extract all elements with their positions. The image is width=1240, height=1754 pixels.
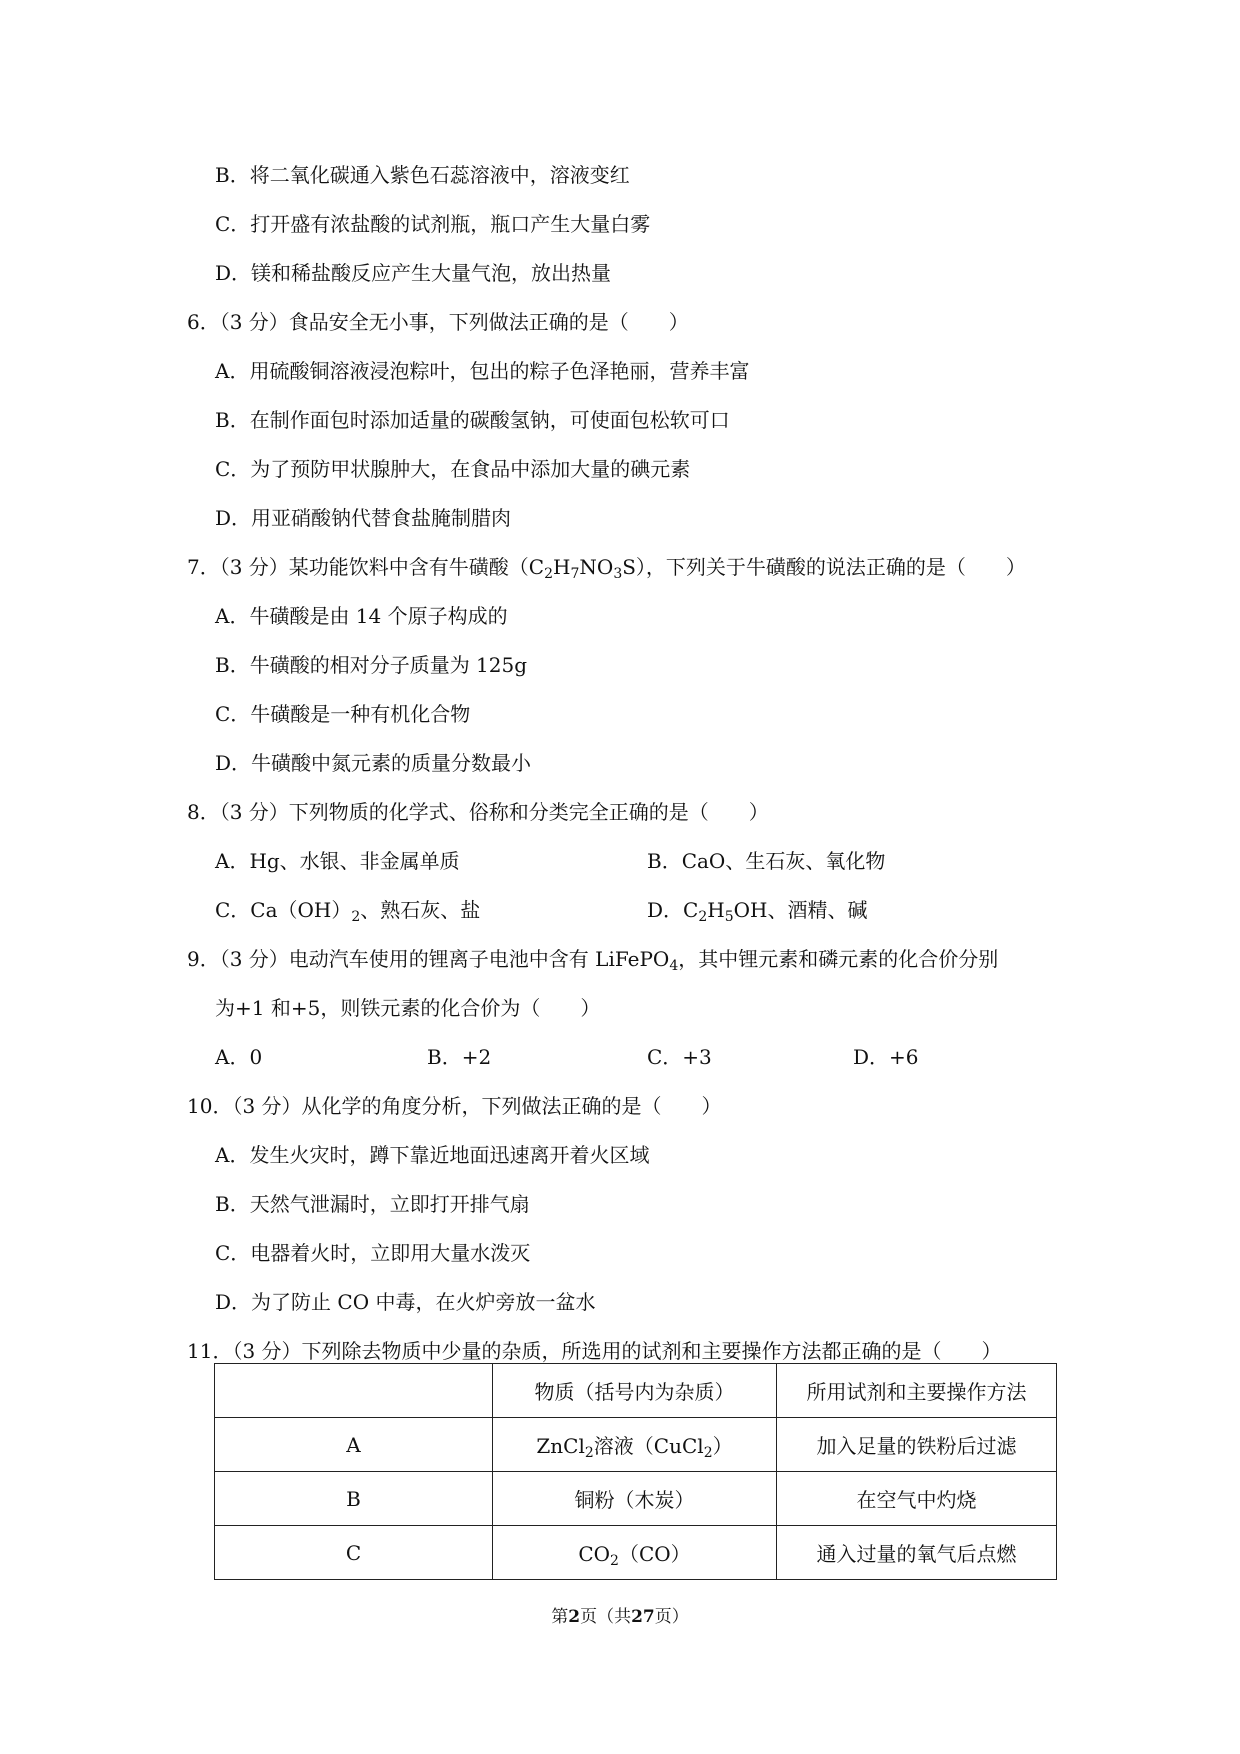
q8-option-c: C．$Ca(OH)_2$、熟石灰、盐 xyxy=(215,898,481,925)
q9-option-b: B．+2 xyxy=(427,1045,492,1069)
q6-option-d: D．用亚硝酸钠代替食盐腌制腊肉 xyxy=(215,506,512,530)
q10-option-a: A．发生火灾时，蹲下靠近地面迅速离开着火区域 xyxy=(215,1143,650,1167)
q11-stem: 11．（3 分）下列除去物质中少量的杂质，所选用的试剂和主要操作方法都正确的是（ ） xyxy=(187,1339,1002,1363)
q8-stem: 8．（3 分）下列物质的化学式、俗称和分类完全正确的是（ ） xyxy=(187,800,769,824)
current-page-number: 2 xyxy=(568,1607,581,1627)
row-label: A xyxy=(215,1418,493,1472)
q7-option-a: A．牛磺酸是由 14 个原子构成的 xyxy=(215,604,508,628)
q9-option-a: A．0 xyxy=(215,1045,263,1069)
table-header-cell xyxy=(215,1364,493,1418)
table-header-cell: 物质（括号内为杂质） xyxy=(493,1364,777,1418)
row-substance: ZnCl$_2$溶液（CuCl$_2$） xyxy=(493,1418,777,1472)
q6-option-c: C．为了预防甲状腺肿大，在食品中添加大量的碘元素 xyxy=(215,457,691,481)
table-header-cell: 所用试剂和主要操作方法 xyxy=(777,1364,1057,1418)
row-method: 加入足量的铁粉后过滤 xyxy=(777,1418,1057,1472)
table-header-row xyxy=(215,1364,1057,1418)
row-label: B xyxy=(215,1472,493,1526)
q7-option-d: D．牛磺酸中氮元素的质量分数最小 xyxy=(215,751,532,775)
q9-option-d: D．+6 xyxy=(853,1045,919,1069)
q8-option-b: B．CaO、生石灰、氧化物 xyxy=(647,849,886,873)
q6-option-b: B．在制作面包时添加适量的碳酸氢钠，可使面包松软可口 xyxy=(215,408,730,432)
q11-table xyxy=(214,1363,1057,1580)
table-row xyxy=(215,1418,1057,1472)
q5-option-c: C．打开盛有浓盐酸的试剂瓶，瓶口产生大量白雾 xyxy=(215,212,651,236)
page-footer: 第2页（共27页） xyxy=(551,1607,689,1627)
q8-option-a: A．Hg、水银、非金属单质 xyxy=(215,849,460,873)
row-method: 在空气中灼烧 xyxy=(777,1472,1057,1526)
q8-option-d: D．$C_2H_5OH$、酒精、碱 xyxy=(647,898,868,925)
row-substance: $CO_2(CO)$ xyxy=(493,1526,777,1580)
q7-stem: 7．（3 分）某功能饮料中含有牛磺酸$(C_2H_7NO_3S)$，下列关于牛磺酸的说法正确的是（ ） xyxy=(187,555,1026,582)
q5-option-b: B．将二氧化碳通入紫色石蕊溶液中，溶液变红 xyxy=(215,163,630,187)
table-row xyxy=(215,1526,1057,1580)
q7-option-b: B．牛磺酸的相对分子质量为 125g xyxy=(215,653,528,677)
table-row xyxy=(215,1472,1057,1526)
row-label: C xyxy=(215,1526,493,1580)
q10-option-d: D．为了防止 CO 中毒，在火炉旁放一盆水 xyxy=(215,1290,596,1314)
q5-option-d: D．镁和稀盐酸反应产生大量气泡，放出热量 xyxy=(215,261,612,285)
q7-option-c: C．牛磺酸是一种有机化合物 xyxy=(215,702,471,726)
q6-stem: 6．（3 分）食品安全无小事，下列做法正确的是（ ） xyxy=(187,310,689,334)
row-method: 通入过量的氧气后点燃 xyxy=(777,1526,1057,1580)
q9-stem-line2: 为+1 和+5，则铁元素的化合价为（ ） xyxy=(215,996,601,1020)
row-substance: 铜粉（木炭） xyxy=(493,1472,777,1526)
q6-option-a: A．用硫酸铜溶液浸泡粽叶，包出的粽子色泽艳丽，营养丰富 xyxy=(215,359,750,383)
q10-option-c: C．电器着火时，立即用大量水泼灭 xyxy=(215,1241,531,1265)
q9-stem: 9．（3 分）电动汽车使用的锂离子电池中含有 LiFePO$_4$，其中锂元素和磷元素的化合价分别 xyxy=(187,947,999,974)
q10-stem: 10．（3 分）从化学的角度分析，下列做法正确的是（ ） xyxy=(187,1094,722,1118)
q10-option-b: B．天然气泄漏时，立即打开排气扇 xyxy=(215,1192,530,1216)
q9-option-c: C．+3 xyxy=(647,1045,712,1069)
total-page-number: 27 xyxy=(631,1607,655,1627)
